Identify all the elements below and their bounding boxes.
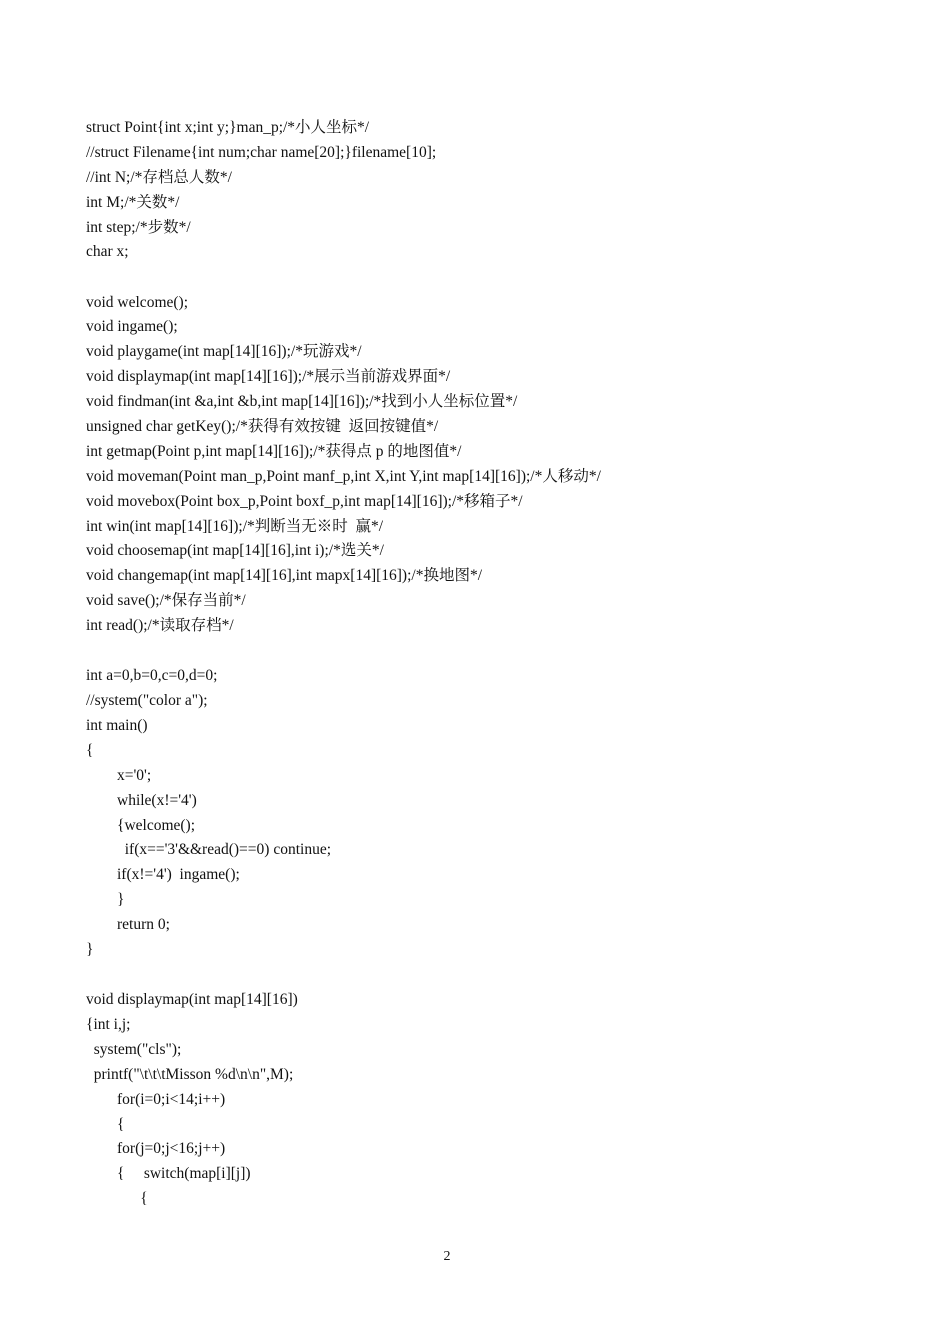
code-line: if(x=='3'&&read()==0) continue; bbox=[86, 841, 332, 859]
code-line: { bbox=[86, 741, 94, 759]
code-line: //struct Filename{int num;char name[20];}filename[10]; bbox=[86, 143, 437, 161]
code-line: return 0; bbox=[86, 916, 170, 934]
code-line: void displaymap(int map[14][16]) bbox=[86, 991, 298, 1009]
code-line: int a=0,b=0,c=0,d=0; bbox=[86, 667, 218, 685]
code-line: x='0'; bbox=[86, 766, 152, 784]
code-line: int M;/*关数*/ bbox=[86, 193, 180, 211]
code-line: int read();/*读取存档*/ bbox=[86, 617, 234, 635]
code-line: int step;/*步数*/ bbox=[86, 218, 191, 236]
blank-line bbox=[86, 639, 906, 664]
code-line: int win(int map[14][16]);/*判断当无※时 赢*/ bbox=[86, 517, 384, 535]
page-number: 2 bbox=[443, 1249, 451, 1264]
code-line: int main() bbox=[86, 716, 148, 734]
code-line: void ingame(); bbox=[86, 318, 178, 336]
code-line: void moveman(Point man_p,Point manf_p,int X,int Y,int map[14][16]);/*人移动*/ bbox=[86, 467, 601, 485]
code-line: void choosemap(int map[14][16],int i);/*选关*/ bbox=[86, 542, 384, 560]
code-line: int getmap(Point p,int map[14][16]);/*获得点 p 的地图值*/ bbox=[86, 442, 462, 460]
code-line: } bbox=[86, 891, 125, 909]
code-line: } bbox=[86, 940, 94, 958]
code-line: //int N;/*存档总人数*/ bbox=[86, 168, 232, 186]
code-line: void save();/*保存当前*/ bbox=[86, 592, 246, 610]
code-line: void movebox(Point box_p,Point boxf_p,int map[14][16]);/*移箱子*/ bbox=[86, 492, 523, 510]
code-line: void playgame(int map[14][16]);/*玩游戏*/ bbox=[86, 343, 362, 361]
code-line: char x; bbox=[86, 243, 129, 261]
code-line: { bbox=[86, 1190, 148, 1208]
code-line: //system("color a"); bbox=[86, 692, 208, 710]
code-line: for(i=0;i<14;i++) bbox=[86, 1090, 226, 1108]
code-line: for(j=0;j<16;j++) bbox=[86, 1140, 226, 1158]
code-line: unsigned char getKey();/*获得有效按键 返回按键值*/ bbox=[86, 417, 439, 435]
code-line: struct Point{int x;int y;}man_p;/*小人坐标*/ bbox=[86, 119, 370, 136]
code-line: while(x!='4') bbox=[86, 791, 197, 809]
code-line: void findman(int &a,int &b,int map[14][16]);/*找到小人坐标位置*/ bbox=[86, 393, 518, 411]
code-line: system("cls"); bbox=[86, 1040, 182, 1058]
code-line: printf("\t\t\tMisson %d\n\n",M); bbox=[86, 1065, 294, 1083]
code-listing bbox=[86, 116, 906, 1212]
code-line: {int i,j; bbox=[86, 1015, 131, 1033]
code-line: if(x!='4') ingame(); bbox=[86, 866, 240, 884]
code-line: {welcome(); bbox=[86, 816, 196, 834]
code-line: void changemap(int map[14][16],int mapx[14][16]);/*换地图*/ bbox=[86, 567, 483, 585]
blank-line bbox=[86, 963, 906, 988]
code-line: void welcome(); bbox=[86, 293, 189, 311]
code-line: void displaymap(int map[14][16]);/*展示当前游戏界面*/ bbox=[86, 368, 451, 386]
code-line: { bbox=[86, 1115, 125, 1133]
blank-line bbox=[86, 265, 906, 290]
code-line: { switch(map[i][j]) bbox=[86, 1165, 251, 1183]
